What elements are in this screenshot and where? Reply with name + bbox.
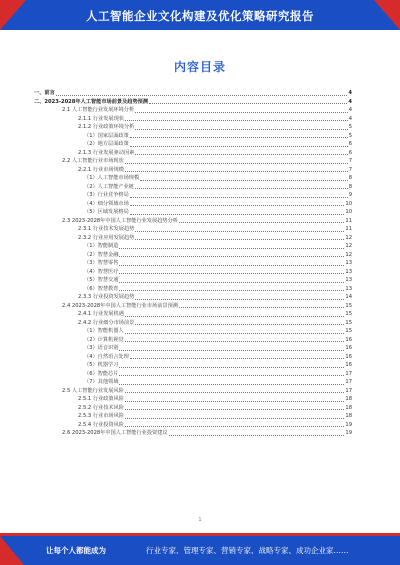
toc-leader-dots bbox=[119, 290, 344, 291]
toc-entry-title: 2.1 人工智能行业发展环境分析 bbox=[62, 107, 135, 113]
toc-entry[interactable] bbox=[34, 106, 352, 115]
toc-entry-title: 2.3.1 行业技术发展趋势 bbox=[78, 226, 135, 232]
toc-leader-dots bbox=[125, 341, 345, 342]
toc-entry-title: 2.1.1 行业发展现状 bbox=[78, 115, 124, 122]
toc-entry-page: 7 bbox=[348, 158, 352, 164]
toc-entry-title: （7）其他领域 bbox=[84, 379, 119, 385]
toc-leader-dots bbox=[179, 307, 344, 308]
toc-entry-page: 16 bbox=[345, 353, 352, 360]
toc-leader-dots bbox=[119, 256, 344, 257]
toc-heading: 内容目录 bbox=[173, 60, 226, 74]
report-header bbox=[0, 0, 400, 30]
toc-leader-dots bbox=[135, 112, 348, 113]
table-of-contents bbox=[34, 89, 352, 438]
toc-entry-page: 19 bbox=[345, 421, 352, 428]
toc-entry-page: 10 bbox=[345, 209, 352, 215]
toc-entry[interactable] bbox=[34, 344, 352, 353]
toc-entry-page: 4 bbox=[348, 90, 352, 96]
toc-entry-page: 6 bbox=[348, 141, 352, 147]
toc-entry-page: 12 bbox=[345, 234, 352, 241]
toc-entry-title: 2.3 2023-2028年中国人工智能行业发展趋势分析 bbox=[62, 217, 178, 224]
toc-entry-title: （6）智慧教育 bbox=[84, 285, 119, 292]
toc-entry[interactable] bbox=[34, 421, 352, 430]
toc-leader-dots bbox=[135, 239, 344, 240]
toc-entry[interactable] bbox=[34, 191, 352, 200]
toc-entry-page: 18 bbox=[345, 413, 352, 419]
toc-entry-title: （3）语音识别 bbox=[84, 345, 119, 351]
toc-entry[interactable] bbox=[34, 208, 352, 217]
toc-leader-dots bbox=[119, 384, 344, 385]
toc-leader-dots bbox=[135, 188, 348, 189]
toc-leader-dots bbox=[125, 401, 344, 402]
report-footer bbox=[0, 533, 400, 565]
toc-entry-page: 7 bbox=[348, 166, 352, 173]
toc-leader-dots bbox=[125, 333, 345, 334]
toc-entry-page: 16 bbox=[345, 362, 352, 368]
toc-entry[interactable] bbox=[34, 268, 352, 277]
toc-entry-page: 13 bbox=[345, 277, 352, 283]
toc-entry-title: 2.5 人工智能行业发展风险 bbox=[62, 387, 124, 394]
toc-leader-dots bbox=[125, 409, 344, 410]
toc-entry[interactable] bbox=[34, 336, 352, 345]
toc-leader-dots bbox=[135, 299, 344, 300]
toc-entry-page: 18 bbox=[345, 396, 352, 402]
toc-leader-dots bbox=[119, 350, 344, 351]
toc-entry-title: 2.2.1 行业市场规模 bbox=[78, 166, 124, 173]
toc-entry-page: 13 bbox=[345, 268, 352, 275]
toc-entry-title: （1）人工智能市场规模 bbox=[84, 175, 140, 181]
toc-entry-title: （5）区域发展格局 bbox=[84, 209, 129, 215]
toc-entry-title: 2.1.3 行业发展驱动因素 bbox=[78, 149, 135, 156]
toc-entry-page: 4 bbox=[348, 107, 352, 113]
toc-entry-title: 二、2023-2028年人工智能市场前景及趋势预测 bbox=[34, 98, 149, 105]
toc-entry[interactable] bbox=[34, 327, 352, 336]
toc-entry-title: 2.5.3 行业市场风险 bbox=[78, 413, 124, 419]
toc-entry-page: 16 bbox=[345, 345, 352, 351]
toc-leader-dots bbox=[125, 392, 345, 393]
toc-entry-page: 4 bbox=[348, 98, 352, 105]
toc-entry-title: 2.4.2 行业细分市场前景 bbox=[78, 319, 135, 326]
toc-entry[interactable] bbox=[34, 174, 352, 183]
toc-entry[interactable] bbox=[34, 276, 352, 285]
toc-leader-dots bbox=[179, 222, 344, 223]
toc-entry-title: 2.5.4 行业投资风险 bbox=[78, 421, 124, 428]
toc-entry-page: 8 bbox=[348, 175, 352, 181]
toc-leader-dots bbox=[140, 180, 348, 181]
toc-entry-page: 15 bbox=[345, 328, 352, 334]
toc-leader-dots bbox=[130, 197, 348, 198]
toc-entry-title: 2.3.2 行业应用发展趋势 bbox=[78, 234, 135, 241]
toc-leader-dots bbox=[119, 265, 344, 266]
toc-entry-title: 2.6 2023-2028年中国人工智能行业投资建议 bbox=[62, 430, 168, 436]
toc-leader-dots bbox=[130, 146, 348, 147]
toc-entry-title: 2.1.2 行业政策环境分析 bbox=[78, 124, 135, 130]
toc-entry-title: 2.4 2023-2028年中国人工智能行业市场前景预测 bbox=[62, 302, 178, 309]
toc-entry-title: 2.5.1 行业政策风险 bbox=[78, 396, 124, 402]
toc-entry[interactable] bbox=[34, 140, 352, 149]
toc-entry-title: （5）智慧交通 bbox=[84, 277, 119, 283]
toc-leader-dots bbox=[125, 418, 344, 419]
footer-red-stripe bbox=[0, 533, 400, 536]
toc-entry[interactable] bbox=[34, 89, 352, 98]
toc-entry[interactable] bbox=[34, 370, 352, 379]
toc-entry[interactable] bbox=[34, 387, 352, 396]
toc-entry-page: 14 bbox=[345, 294, 352, 300]
toc-entry-page: 12 bbox=[345, 243, 352, 249]
toc-entry-page: 15 bbox=[345, 311, 352, 317]
toc-entry[interactable] bbox=[34, 183, 352, 192]
toc-leader-dots bbox=[135, 129, 347, 130]
toc-entry[interactable] bbox=[34, 251, 352, 260]
toc-entry[interactable] bbox=[34, 225, 352, 234]
toc-leader-dots bbox=[135, 154, 347, 155]
toc-leader-dots bbox=[130, 205, 345, 206]
toc-entry-page: 4 bbox=[348, 115, 352, 122]
toc-entry-page: 13 bbox=[345, 260, 352, 266]
toc-entry-title: （4）智慧医疗 bbox=[84, 268, 119, 275]
toc-entry[interactable] bbox=[34, 310, 352, 319]
toc-leader-dots bbox=[130, 214, 345, 215]
toc-leader-dots bbox=[119, 367, 344, 368]
toc-entry-title: 2.5.2 行业技术风险 bbox=[78, 404, 124, 411]
footer-slogan-roles: 行业专家、管理专家、营销专家、战略专家、成功企业家…… bbox=[146, 546, 349, 555]
toc-entry[interactable] bbox=[34, 123, 352, 132]
toc-entry[interactable] bbox=[34, 285, 352, 294]
toc-leader-dots bbox=[119, 248, 344, 249]
toc-leader-dots bbox=[125, 163, 348, 164]
toc-leader-dots bbox=[125, 120, 348, 121]
toc-entry[interactable] bbox=[34, 157, 352, 166]
toc-entry-page: 11 bbox=[345, 226, 352, 232]
toc-entry[interactable] bbox=[34, 200, 352, 209]
toc-entry-title: 一、前言 bbox=[34, 90, 55, 96]
toc-entry[interactable] bbox=[34, 302, 352, 311]
toc-entry[interactable] bbox=[34, 242, 352, 251]
toc-entry-page: 15 bbox=[345, 319, 352, 326]
toc-entry-title: 2.2 人工智能行业市场现状 bbox=[62, 158, 124, 164]
toc-entry[interactable] bbox=[34, 353, 352, 362]
toc-entry-title: 2.4.1 行业发展机遇 bbox=[78, 311, 124, 317]
toc-entry[interactable] bbox=[34, 412, 352, 421]
toc-entry[interactable] bbox=[34, 149, 352, 158]
toc-entry-page: 17 bbox=[345, 379, 352, 385]
toc-entry-page: 8 bbox=[348, 183, 352, 190]
toc-leader-dots bbox=[130, 358, 345, 359]
toc-entry[interactable] bbox=[34, 395, 352, 404]
toc-entry-title: （1）智能制造 bbox=[84, 243, 119, 249]
toc-entry-page: 19 bbox=[345, 430, 352, 436]
toc-leader-dots bbox=[125, 171, 348, 172]
toc-entry-page: 13 bbox=[345, 285, 352, 292]
toc-leader-dots bbox=[125, 426, 344, 427]
toc-entry-page: 16 bbox=[345, 336, 352, 343]
toc-entry[interactable] bbox=[34, 98, 352, 107]
toc-leader-dots bbox=[135, 231, 344, 232]
toc-leader-dots bbox=[119, 282, 344, 283]
toc-entry[interactable] bbox=[34, 361, 352, 370]
toc-entry[interactable] bbox=[34, 259, 352, 268]
toc-entry-page: 9 bbox=[348, 192, 352, 198]
page-number: 1 bbox=[198, 517, 202, 523]
report-title: 人工智能企业文化构建及优化策略研究报告 bbox=[86, 9, 314, 23]
toc-entry[interactable] bbox=[34, 319, 352, 328]
toc-entry[interactable] bbox=[34, 132, 352, 141]
toc-leader-dots bbox=[169, 435, 345, 436]
toc-entry-page: 12 bbox=[345, 251, 352, 258]
toc-entry-page: 18 bbox=[345, 404, 352, 411]
toc-leader-dots bbox=[149, 103, 347, 104]
toc-entry-title: （2）计算机视觉 bbox=[84, 336, 124, 343]
toc-entry-title: （2）人工智能产业链 bbox=[84, 183, 134, 190]
toc-entry[interactable] bbox=[34, 293, 352, 302]
toc-entry-title: 2.3.3 行业投资发展趋势 bbox=[78, 294, 135, 300]
toc-entry[interactable] bbox=[34, 115, 352, 124]
toc-entry[interactable] bbox=[34, 378, 352, 387]
toc-leader-dots bbox=[125, 316, 344, 317]
toc-entry-title: （2）地方层面政策 bbox=[84, 141, 129, 147]
toc-leader-dots bbox=[130, 137, 348, 138]
toc-entry-page: 6 bbox=[348, 149, 352, 156]
toc-entry-page: 15 bbox=[345, 302, 352, 309]
toc-entry-page: 5 bbox=[348, 132, 352, 139]
toc-entry-page: 11 bbox=[345, 217, 352, 224]
toc-entry-title: （3）智慧零售 bbox=[84, 260, 119, 266]
toc-entry-title: （4）自然语言处理 bbox=[84, 353, 129, 360]
toc-entry-title: （4）细分领域市场 bbox=[84, 200, 129, 207]
toc-entry-title: （5）机器学习 bbox=[84, 362, 119, 368]
toc-leader-dots bbox=[135, 324, 344, 325]
toc-entry-title: （2）智慧金融 bbox=[84, 251, 119, 258]
toc-entry-title: （1）国家层面政策 bbox=[84, 132, 129, 139]
toc-leader-dots bbox=[56, 95, 348, 96]
toc-entry-title: （1）智能机器人 bbox=[84, 328, 124, 334]
toc-entry-page: 10 bbox=[345, 200, 352, 207]
toc-entry[interactable] bbox=[34, 217, 352, 226]
toc-entry-title: （3）行业竞争格局 bbox=[84, 192, 129, 198]
toc-entry[interactable] bbox=[34, 166, 352, 175]
toc-entry[interactable] bbox=[34, 404, 352, 413]
toc-leader-dots bbox=[119, 273, 344, 274]
toc-leader-dots bbox=[119, 375, 344, 376]
toc-entry-page: 17 bbox=[345, 387, 352, 394]
footer-slogan-lead: 让每个人都能成为 bbox=[46, 546, 106, 555]
toc-entry[interactable] bbox=[34, 234, 352, 243]
toc-entry-page: 17 bbox=[345, 370, 352, 377]
footer-red-corner bbox=[0, 536, 24, 565]
toc-entry-title: （6）智能芯片 bbox=[84, 370, 119, 377]
toc-entry[interactable] bbox=[34, 429, 352, 438]
toc-entry-page: 5 bbox=[348, 124, 352, 130]
